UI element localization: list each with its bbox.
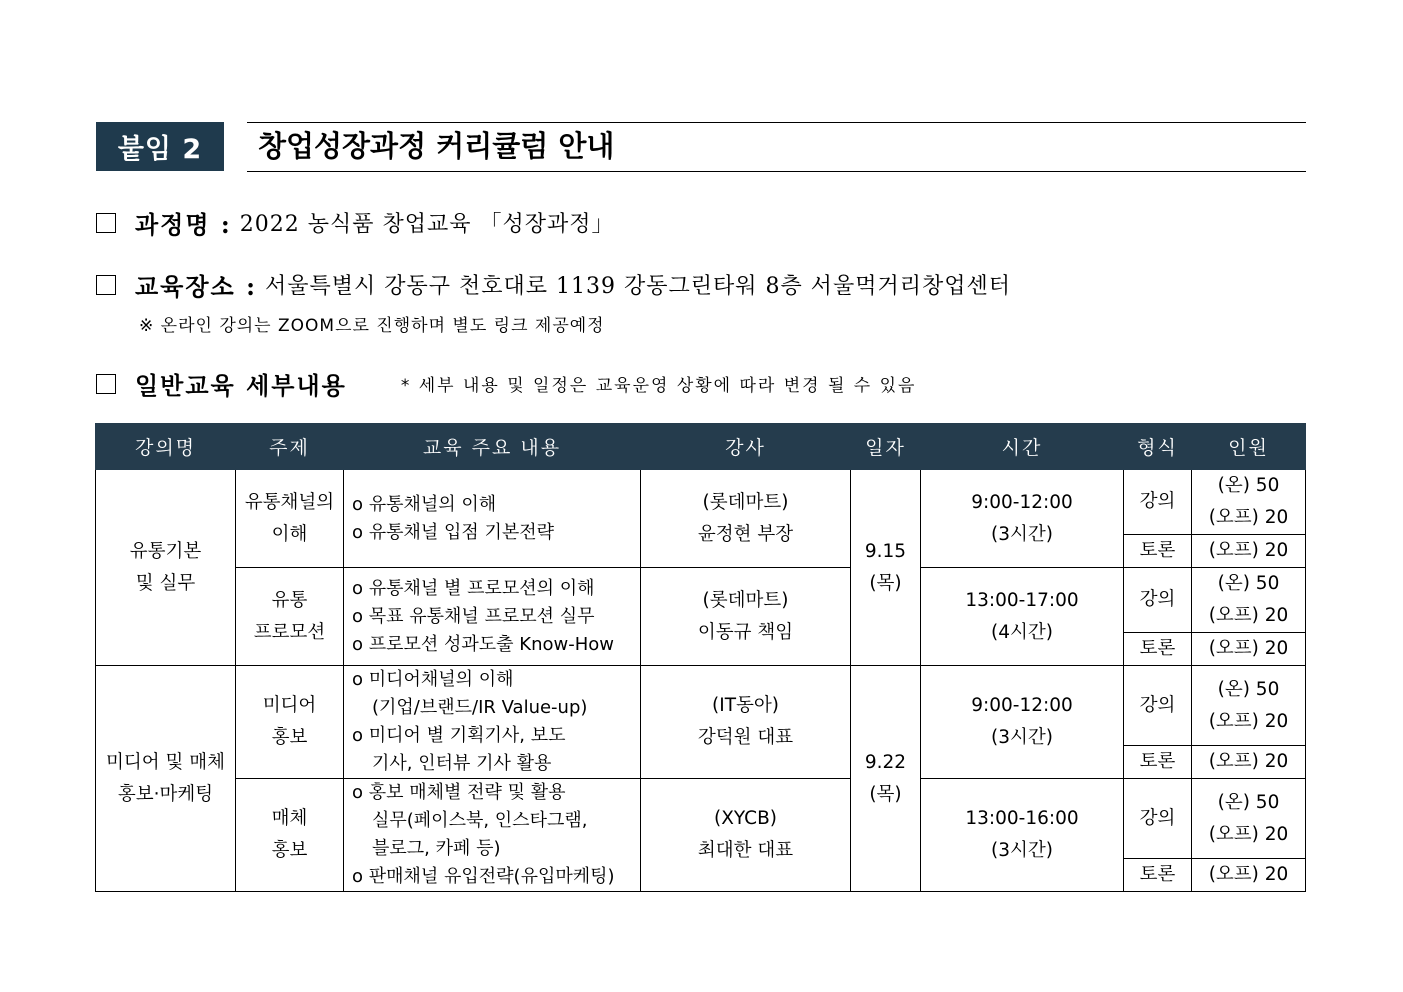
content-cell: o 홍보 매체별 전략 및 활용 실무(페이스북, 인스타그램, 블로그, 카페 등) o 판매채널 유입전략(유입마케팅) — [344, 779, 641, 892]
topic-cell: 유통채널의 이해 — [236, 470, 344, 568]
course-value: 2022 농식품 창업교육 「성장과정」 — [239, 212, 615, 237]
checkbox-square-icon — [96, 374, 116, 394]
table-row — [96, 779, 1306, 859]
header-course: 강의명 — [96, 424, 236, 470]
type-discussion-cell: 토론 — [1124, 535, 1192, 568]
venue-label: 교육장소 : — [135, 272, 257, 301]
type-discussion-cell: 토론 — [1124, 859, 1192, 892]
people-discussion-cell: (오프) 20 — [1192, 535, 1306, 568]
people-discussion-cell: (오프) 20 — [1192, 633, 1306, 666]
section-detail — [96, 366, 916, 401]
people-lecture-cell: (온) 50 (오프) 20 — [1192, 568, 1306, 633]
content-cell: o 유통채널의 이해 o 유통채널 입점 기본전략 — [344, 470, 641, 568]
instructor-cell: (XYCB) 최대한 대표 — [641, 779, 851, 892]
header-date: 일자 — [851, 424, 921, 470]
content-cell: o 유통채널 별 프로모션의 이해 o 목표 유통채널 프로모션 실무 o 프로모션 성과도출 Know-How — [344, 568, 641, 666]
date-cell: 9.15 (목) — [851, 470, 921, 666]
type-discussion-cell: 토론 — [1124, 746, 1192, 779]
venue-value: 서울특별시 강동구 천호대로 1139 강동그린타워 8층 서울먹거리창업센터 — [264, 274, 1011, 299]
attachment-badge: 붙임 2 — [96, 122, 224, 171]
instructor-cell: (롯데마트) 이동규 책임 — [641, 568, 851, 666]
time-cell: 13:00-17:00 (4시간) — [921, 568, 1124, 666]
people-lecture-cell: (온) 50 (오프) 20 — [1192, 666, 1306, 746]
people-lecture-cell: (온) 50 (오프) 20 — [1192, 470, 1306, 535]
header-topic: 주제 — [236, 424, 344, 470]
header-type: 형식 — [1124, 424, 1192, 470]
header-people: 인원 — [1192, 424, 1306, 470]
title-top-rule — [247, 122, 1306, 123]
time-cell: 9:00-12:00 (3시간) — [921, 666, 1124, 779]
table-row — [96, 470, 1306, 535]
header-content: 교육 주요 내용 — [344, 424, 641, 470]
checkbox-square-icon — [96, 275, 116, 295]
page-title: 창업성장과정 커리큘럼 안내 — [258, 129, 615, 163]
header-time: 시간 — [921, 424, 1124, 470]
course-name-cell: 미디어 및 매체 홍보·마케팅 — [96, 666, 236, 892]
type-lecture-cell: 강의 — [1124, 568, 1192, 633]
instructor-cell: (롯데마트) 윤정현 부장 — [641, 470, 851, 568]
detail-note: * 세부 내용 및 일정은 교육운영 상황에 따라 변경 될 수 있음 — [400, 376, 917, 396]
title-bottom-rule — [247, 171, 1306, 172]
instructor-cell: (IT동아) 강덕원 대표 — [641, 666, 851, 779]
curriculum-table — [95, 423, 1306, 892]
content-cell: o 미디어채널의 이해 (기업/브랜드/IR Value-up) o 미디어 별 기획기사, 보도 기사, 인터뷰 기사 활용 — [344, 666, 641, 779]
topic-cell: 미디어 홍보 — [236, 666, 344, 779]
course-name-cell: 유통기본 및 실무 — [96, 470, 236, 666]
course-label: 과정명 : — [135, 210, 232, 239]
people-discussion-cell: (오프) 20 — [1192, 746, 1306, 779]
type-discussion-cell: 토론 — [1124, 633, 1192, 666]
type-lecture-cell: 강의 — [1124, 666, 1192, 746]
venue-note: ※ 온라인 강의는 ZOOM으로 진행하며 별도 링크 제공예정 — [139, 316, 605, 336]
people-discussion-cell: (오프) 20 — [1192, 859, 1306, 892]
time-cell: 13:00-16:00 (3시간) — [921, 779, 1124, 892]
section-venue — [96, 267, 1011, 302]
section-course — [96, 205, 615, 240]
type-lecture-cell: 강의 — [1124, 470, 1192, 535]
topic-cell: 매체 홍보 — [236, 779, 344, 892]
type-lecture-cell: 강의 — [1124, 779, 1192, 859]
people-lecture-cell: (온) 50 (오프) 20 — [1192, 779, 1306, 859]
topic-cell: 유통 프로모션 — [236, 568, 344, 666]
header-instructor: 강사 — [641, 424, 851, 470]
date-cell: 9.22 (목) — [851, 666, 921, 892]
table-header-row — [96, 424, 1306, 470]
table-row — [96, 568, 1306, 633]
table-row — [96, 666, 1306, 746]
detail-label: 일반교육 세부내용 — [135, 371, 347, 400]
checkbox-square-icon — [96, 213, 116, 233]
time-cell: 9:00-12:00 (3시간) — [921, 470, 1124, 568]
